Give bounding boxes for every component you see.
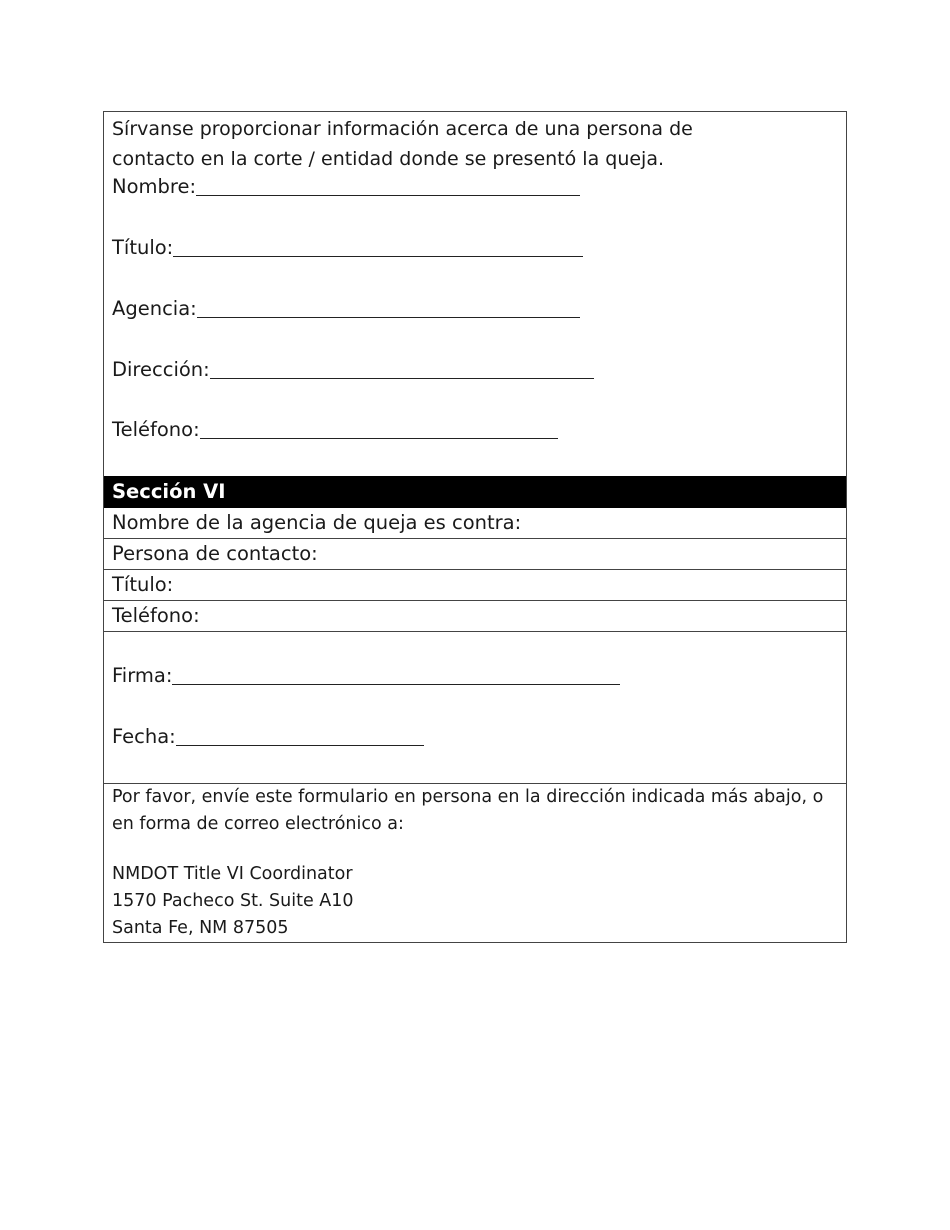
titulo-label: Título: <box>112 236 174 259</box>
address-line-2: 1570 Pacheco St. Suite A10 <box>112 891 354 911</box>
fecha-blank[interactable] <box>176 723 424 746</box>
agencia-field <box>112 294 580 324</box>
contact-person-row[interactable]: Persona de contacto: <box>104 538 846 569</box>
fecha-label: Fecha: <box>112 725 176 748</box>
telefono-label: Teléfono: <box>112 418 200 441</box>
direccion-blank[interactable] <box>210 356 594 379</box>
section-header: Sección VI <box>104 476 846 508</box>
agencia-blank[interactable] <box>197 295 580 318</box>
firma-field <box>112 661 620 691</box>
address-line-3: Santa Fe, NM 87505 <box>112 918 289 938</box>
submission-note: Por favor, envíe este formulario en persona en la dirección indicada más abajo, o en forma de correo electrónico a: <box>112 787 824 834</box>
telefono-field <box>112 415 558 445</box>
titulo-blank[interactable] <box>173 234 583 257</box>
instructions-line-1: Sírvanse proporcionar información acerca de una persona de <box>112 118 693 140</box>
mailing-address <box>112 861 354 942</box>
firma-label: Firma: <box>112 664 173 687</box>
fecha-field <box>112 722 424 752</box>
nombre-field <box>112 172 580 202</box>
firma-blank[interactable] <box>172 662 620 685</box>
complaint-form <box>103 111 847 943</box>
telefono-blank[interactable] <box>200 416 558 439</box>
agencia-label: Agencia: <box>112 297 197 320</box>
nombre-blank[interactable] <box>196 173 580 196</box>
contact-instructions <box>112 114 693 174</box>
address-line-1: NMDOT Title VI Coordinator <box>112 864 353 884</box>
direccion-label: Dirección: <box>112 358 210 381</box>
direccion-field <box>112 355 594 385</box>
instructions-line-2: contacto en la corte / entidad donde se presentó la queja. <box>112 148 665 170</box>
title-row[interactable]: Título: <box>104 569 846 600</box>
nombre-label: Nombre: <box>112 175 197 198</box>
contact-info-block <box>104 112 846 476</box>
titulo-field <box>112 233 583 263</box>
signature-block <box>104 631 846 783</box>
agency-name-row[interactable]: Nombre de la agencia de queja es contra: <box>112 511 522 534</box>
submission-footer <box>104 783 846 942</box>
phone-row[interactable]: Teléfono: <box>104 600 846 631</box>
